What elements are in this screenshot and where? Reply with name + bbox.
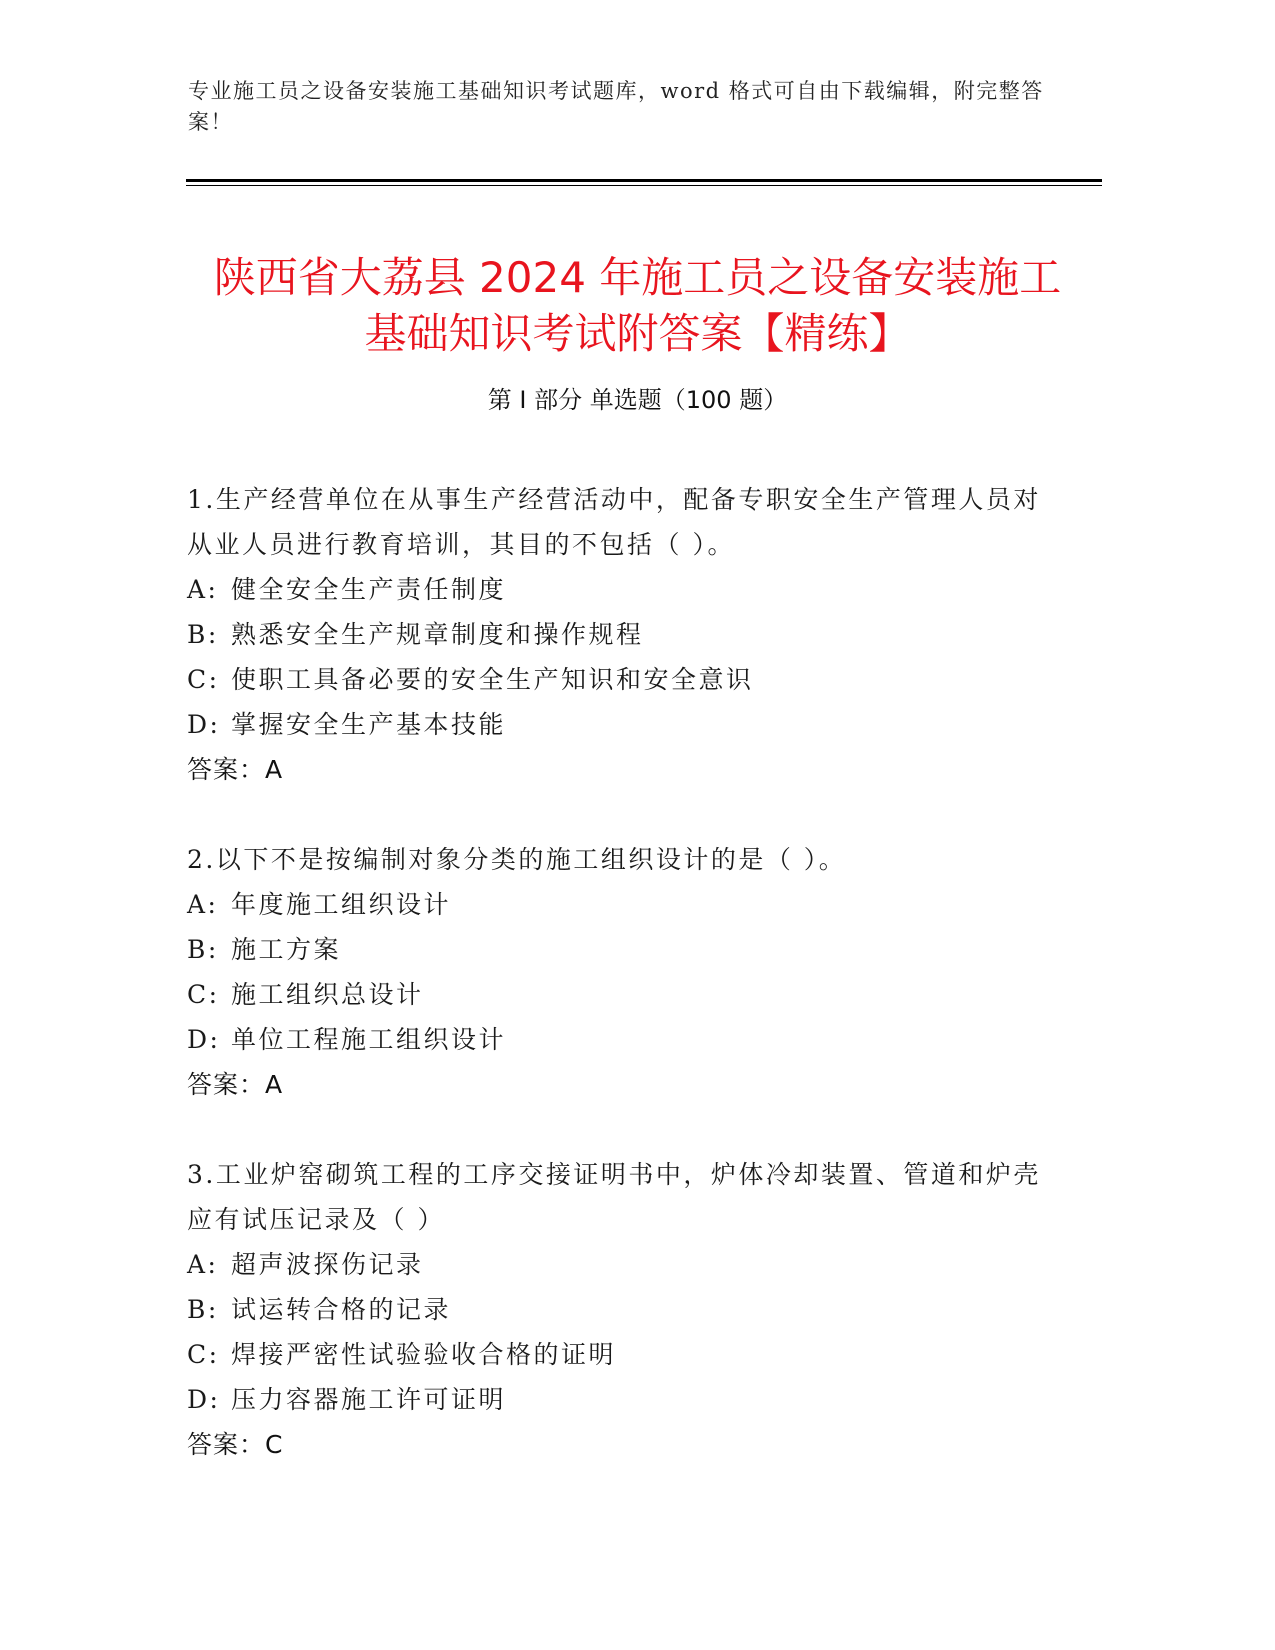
document-title bbox=[150, 250, 1125, 362]
option-text: 熟悉安全生产规章制度和操作规程 bbox=[231, 620, 644, 649]
option-a bbox=[187, 1242, 1067, 1287]
question-stem: 2.以下不是按编制对象分类的施工组织设计的是（ ）。 bbox=[187, 845, 847, 874]
answer: 答案：A bbox=[187, 1070, 284, 1099]
answer: 答案：A bbox=[187, 755, 284, 784]
option-text: 施工方案 bbox=[231, 935, 342, 964]
option-text: 单位工程施工组织设计 bbox=[231, 1025, 507, 1054]
option-key: C: bbox=[187, 980, 220, 1009]
option-text: 试运转合格的记录 bbox=[231, 1295, 452, 1324]
question-1 bbox=[187, 477, 1067, 792]
option-key: C: bbox=[187, 665, 220, 694]
question-list bbox=[187, 477, 1067, 1512]
option-text: 健全安全生产责任制度 bbox=[231, 575, 507, 604]
document-title-line-1: 陕西省大荔县 2024 年施工员之设备安装施工 bbox=[213, 253, 1062, 303]
header-rule-thick bbox=[186, 179, 1102, 182]
option-b bbox=[187, 927, 1067, 972]
question-stem: 3.工业炉窑砌筑工程的工序交接证明书中，炉体冷却装置、管道和炉壳应有试压记录及（ ） bbox=[187, 1160, 1041, 1234]
option-key: B: bbox=[187, 935, 219, 964]
option-c bbox=[187, 972, 1067, 1017]
section-title: 第 I 部分 单选题（100 题） bbox=[487, 386, 788, 414]
option-text: 压力容器施工许可证明 bbox=[231, 1385, 507, 1414]
option-b bbox=[187, 612, 1067, 657]
option-text: 使职工具备必要的安全生产知识和安全意识 bbox=[231, 665, 754, 694]
option-a bbox=[187, 882, 1067, 927]
option-text: 掌握安全生产基本技能 bbox=[231, 710, 507, 739]
option-key: A: bbox=[187, 575, 219, 604]
document-title-line-2: 基础知识考试附答案【精练】 bbox=[364, 309, 911, 359]
option-key: D: bbox=[187, 1385, 221, 1414]
answer: 答案：C bbox=[187, 1430, 284, 1459]
option-text: 超声波探伤记录 bbox=[231, 1250, 424, 1279]
option-b bbox=[187, 1287, 1067, 1332]
option-key: A: bbox=[187, 1250, 219, 1279]
option-text: 年度施工组织设计 bbox=[231, 890, 452, 919]
option-text: 焊接严密性试验验收合格的证明 bbox=[231, 1340, 617, 1369]
option-d bbox=[187, 1377, 1067, 1422]
question-stem: 1.生产经营单位在从事生产经营活动中，配备专职安全生产管理人员对从业人员进行教育培训，其目的不包括（ ）。 bbox=[187, 485, 1041, 559]
option-key: D: bbox=[187, 710, 221, 739]
option-c bbox=[187, 657, 1067, 702]
option-a bbox=[187, 567, 1067, 612]
option-key: D: bbox=[187, 1025, 221, 1054]
option-c bbox=[187, 1332, 1067, 1377]
option-text: 施工组织总设计 bbox=[231, 980, 424, 1009]
option-key: A: bbox=[187, 890, 219, 919]
option-key: B: bbox=[187, 620, 219, 649]
option-d bbox=[187, 1017, 1067, 1062]
option-d bbox=[187, 702, 1067, 747]
header-note: 专业施工员之设备安装施工基础知识考试题库，word 格式可自由下载编辑，附完整答案！ bbox=[188, 79, 1044, 134]
header-rule-thin bbox=[186, 185, 1102, 186]
question-3 bbox=[187, 1152, 1067, 1467]
option-key: C: bbox=[187, 1340, 220, 1369]
question-2 bbox=[187, 837, 1067, 1107]
option-key: B: bbox=[187, 1295, 219, 1324]
